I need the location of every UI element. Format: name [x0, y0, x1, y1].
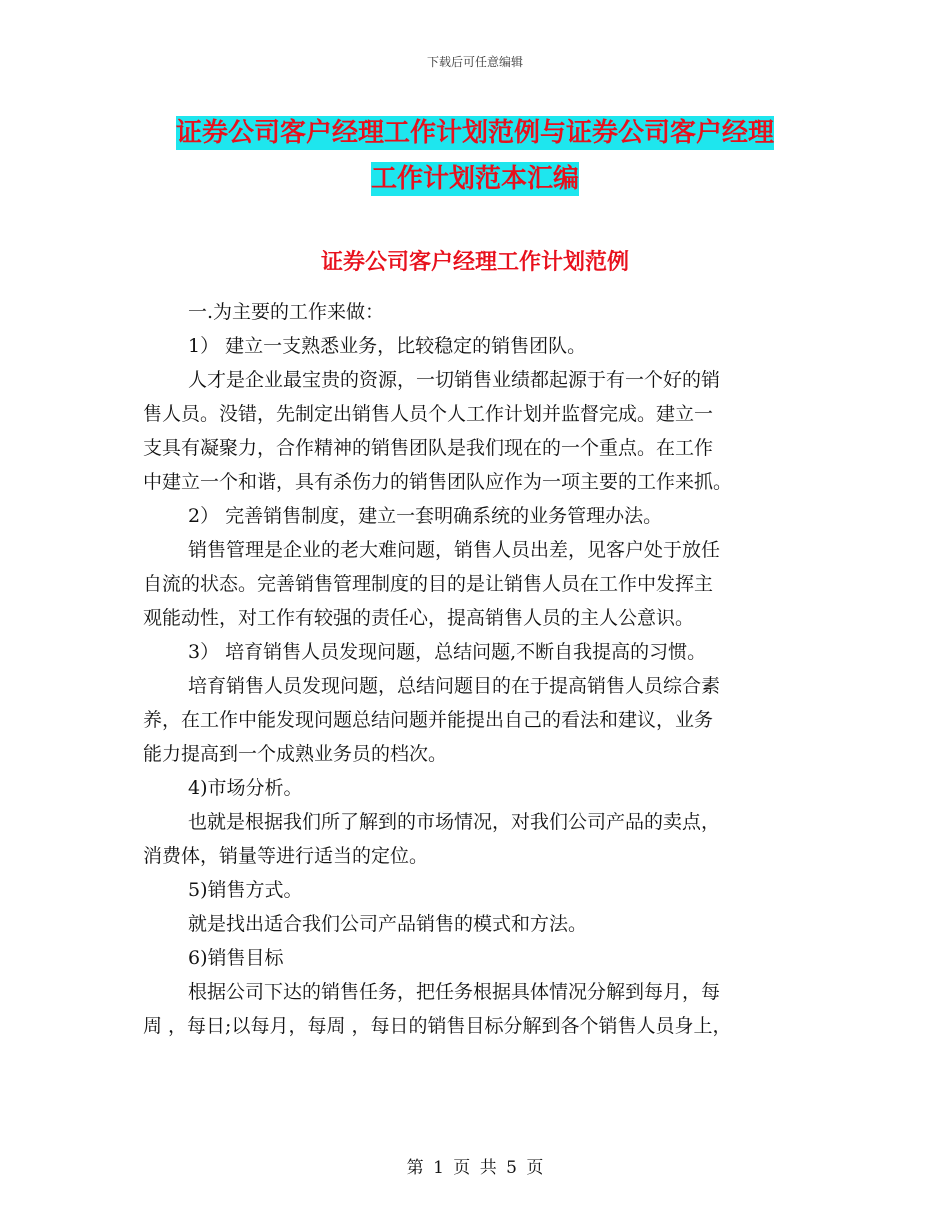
text-line: 就是找出适合我们公司产品销售的模式和方法。 — [188, 913, 588, 935]
title-line-1: 证券公司客户经理工作计划范例与证券公司客户经理 — [175, 118, 774, 148]
text-line: 中建立一个和谐，具有杀伤力的销售团队应作为一项主要的工作来抓。 — [143, 471, 733, 493]
text-line: 人才是企业最宝贵的资源，一切销售业绩都起源于有一个好的销 — [188, 369, 721, 391]
text-line: 养，在工作中能发现问题总结问题并能提出自己的看法和建议，业务 — [143, 709, 714, 731]
text-line: 根据公司下达的销售任务，把任务根据具体情况分解到每月，每 — [188, 981, 721, 1003]
text-line: 观能动性，对工作有较强的责任心，提高销售人员的主人公意识。 — [143, 607, 695, 629]
document-body — [143, 295, 803, 1043]
text-line: 培育销售人员发现问题，总结问题目的在于提高销售人员综合素 — [188, 675, 721, 697]
title-line-2: 工作计划范本汇编 — [370, 164, 579, 194]
text-line: 6)销售目标 — [188, 947, 284, 969]
text-line: 售人员。没错，先制定出销售人员个人工作计划并监督完成。建立一 — [143, 403, 714, 425]
text-line: 4)市场分析。 — [188, 777, 303, 799]
text-line: 2） 完善销售制度，建立一套明确系统的业务管理办法。 — [188, 505, 663, 527]
text-line: 1） 建立一支熟悉业务，比较稳定的销售团队。 — [188, 335, 587, 357]
header-note: 下载后可任意编辑 — [426, 55, 523, 69]
document-title — [0, 110, 950, 202]
text-line: 一.为主要的工作来做： — [188, 301, 385, 323]
text-line: 5)销售方式。 — [188, 879, 303, 901]
text-line: 支具有凝聚力，合作精神的销售团队是我们现在的一个重点。在工作 — [143, 437, 714, 459]
text-line: 能力提高到一个成熟业务员的档次。 — [143, 743, 448, 765]
text-line: 消费体，销量等进行适当的定位。 — [143, 845, 429, 867]
section-title: 证券公司客户经理工作计划范例 — [320, 249, 629, 275]
text-line: 也就是根据我们所了解到的市场情况，对我们公司产品的卖点， — [188, 811, 721, 833]
text-line: 周 ，每日;以每月，每周 ，每日的销售目标分解到各个销售人员身上， — [143, 1015, 732, 1037]
text-line: 3） 培育销售人员发现问题，总结问题,不断自我提高的习惯。 — [188, 641, 707, 663]
text-line: 销售管理是企业的老大难问题，销售人员出差，见客户处于放任 — [188, 539, 721, 561]
text-line: 自流的状态。完善销售管理制度的目的是让销售人员在工作中发挥主 — [143, 573, 714, 595]
page-footer: 第 1 页 共 5 页 — [406, 1158, 544, 1178]
